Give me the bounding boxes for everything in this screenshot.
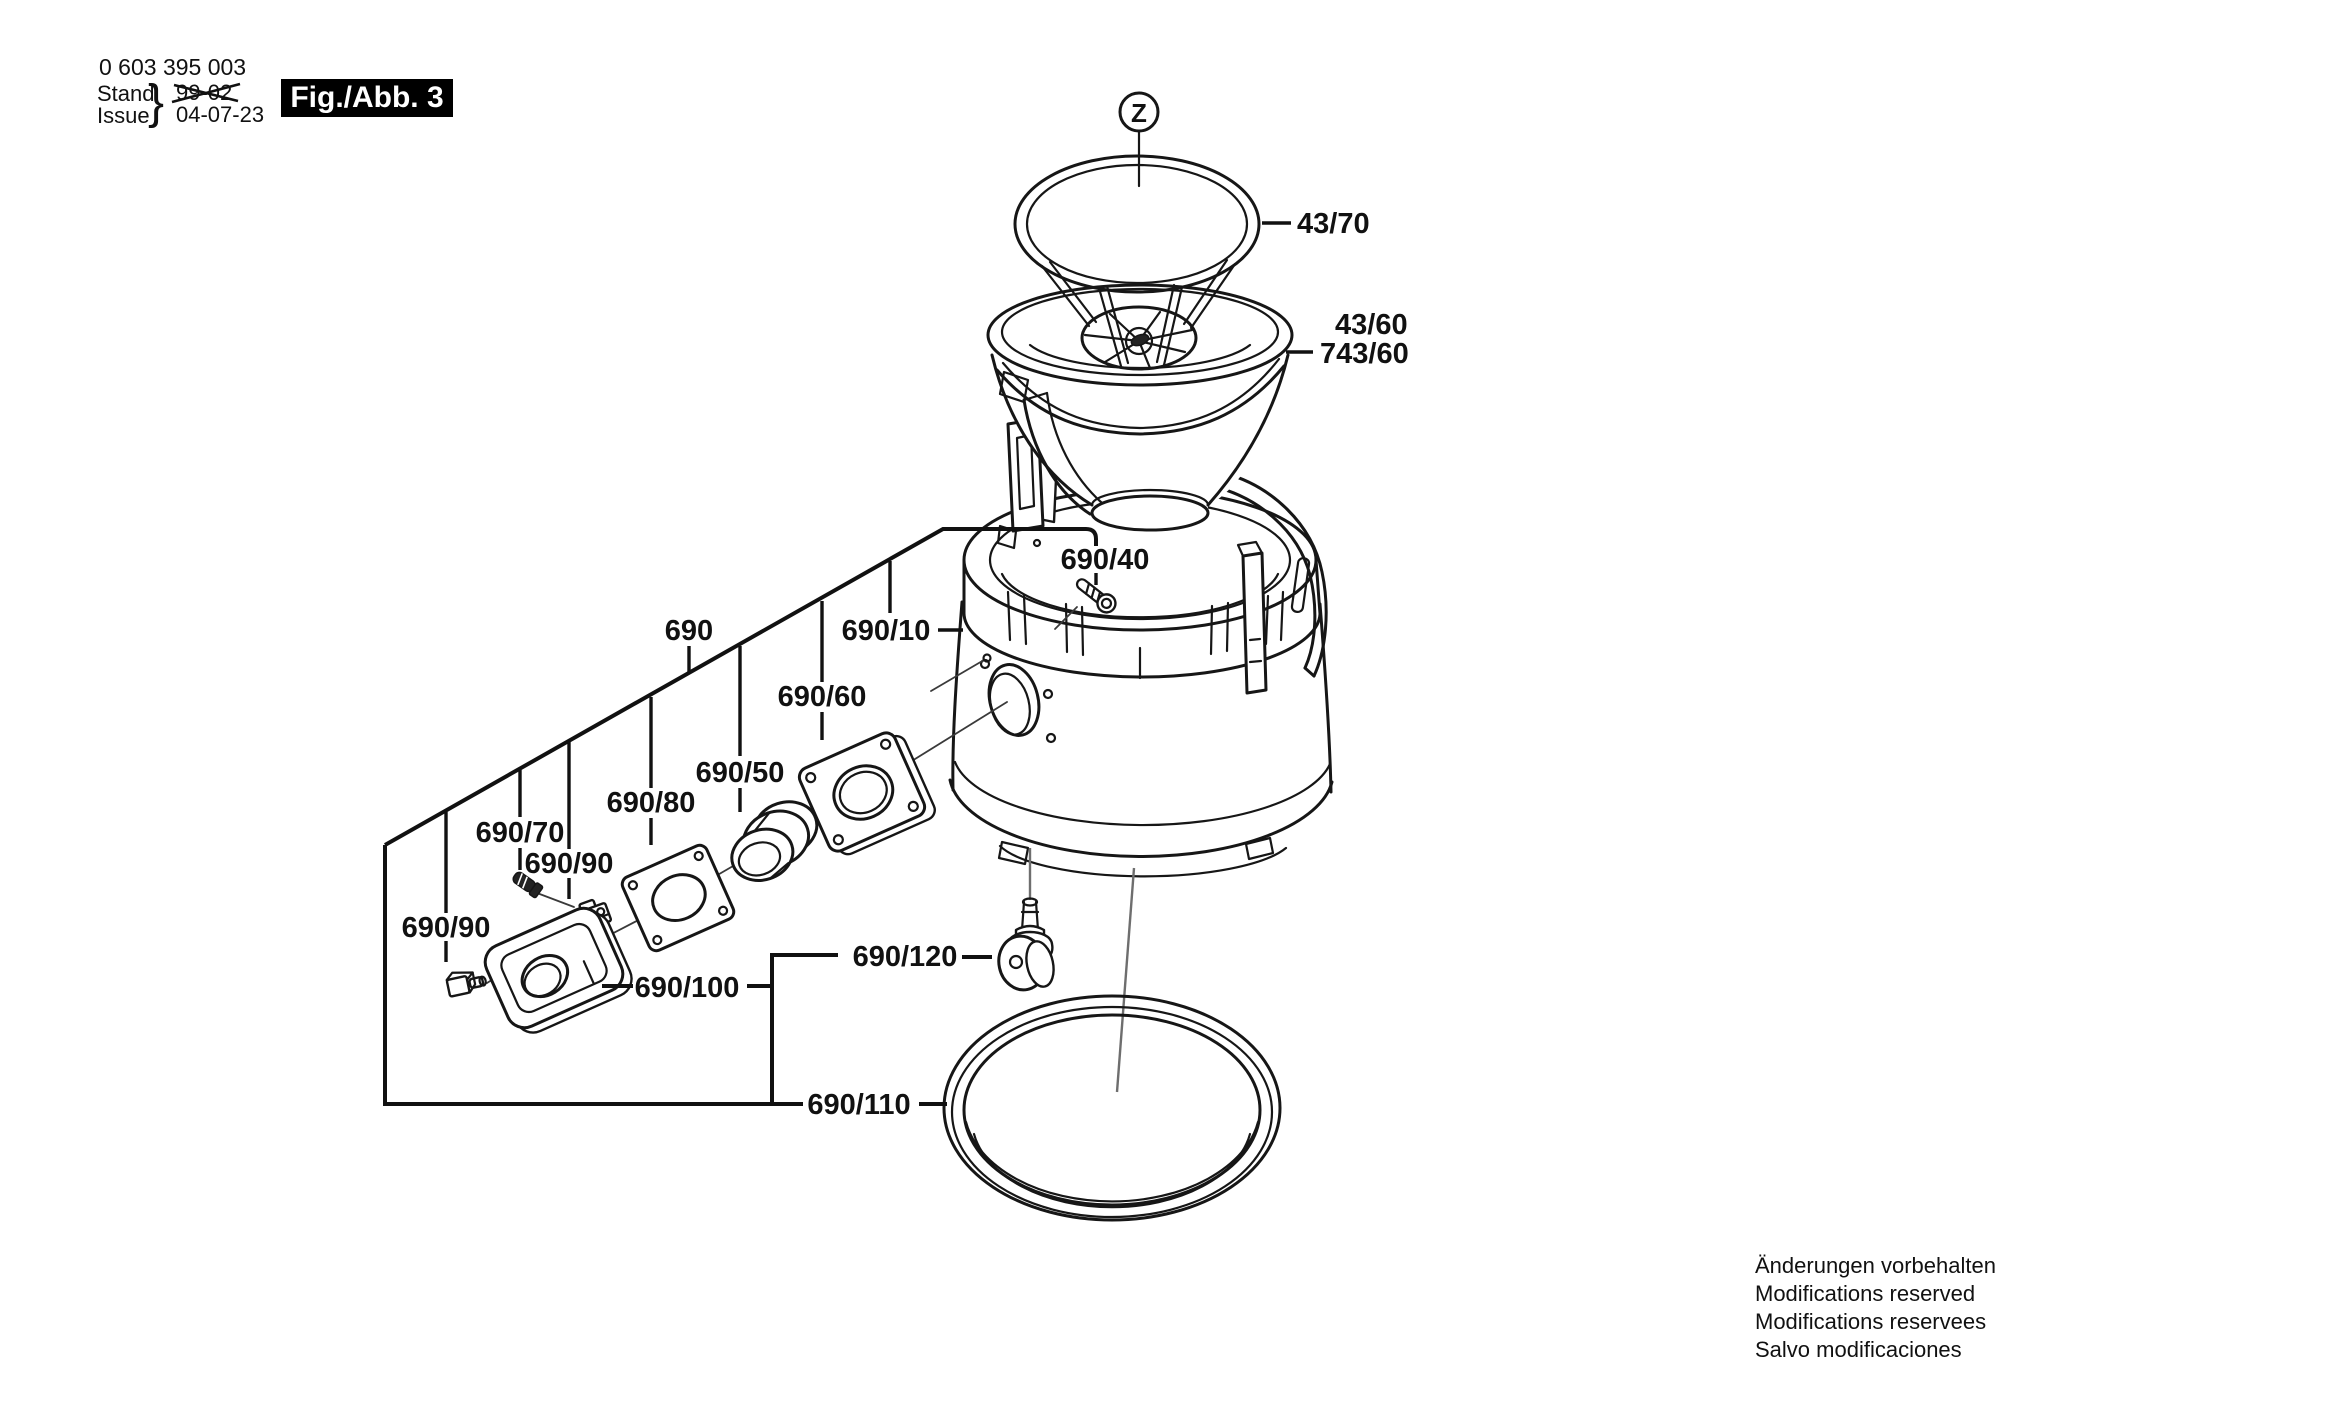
callout-690-90-upper: 690/90 <box>524 848 614 880</box>
stand-value-struck: 99-02 <box>176 80 233 105</box>
callout-690-100: 690/100 <box>634 972 740 1004</box>
caster-wheel <box>994 899 1058 995</box>
outlet-flange <box>796 726 938 860</box>
detail-marker-z <box>1120 93 1158 186</box>
callout-690-50: 690/50 <box>695 757 785 789</box>
port-gasket <box>620 843 737 954</box>
notice-en: Modifications reserved <box>1755 1281 1976 1306</box>
callout-690-120: 690/120 <box>852 941 958 973</box>
part-number: 0 603 395 003 <box>99 54 247 80</box>
issue-value: 04-07-23 <box>176 102 265 127</box>
callout-690-90-lower: 690/90 <box>401 912 491 944</box>
title-block <box>97 54 453 129</box>
notice-de: Änderungen vorbehalten <box>1755 1253 1996 1278</box>
callout-690-10: 690/10 <box>841 615 931 647</box>
figure-label: Fig./Abb. 3 <box>290 81 444 114</box>
detail-marker-letter: Z <box>1131 98 1147 128</box>
modification-notice <box>1755 1253 1996 1362</box>
screw-690-40 <box>1055 574 1119 629</box>
issue-label: Issue <box>97 103 150 128</box>
notice-es: Salvo modificaciones <box>1755 1337 1962 1362</box>
callout-690-80: 690/80 <box>606 787 696 819</box>
stand-issue-brace: } <box>148 76 165 129</box>
base-sealing-ring <box>944 996 1280 1220</box>
callout-690-40: 690/40 <box>1060 544 1150 576</box>
notice-fr: Modifications reservees <box>1755 1309 1987 1334</box>
callout-690-70: 690/70 <box>475 817 565 849</box>
callout-690-60: 690/60 <box>777 681 867 713</box>
cover-plate <box>479 900 637 1041</box>
stand-label: Stand <box>97 81 155 106</box>
callout-690-110: 690/110 <box>807 1089 911 1121</box>
callout-743-60: 743/60 <box>1320 338 1409 370</box>
square-nut-lower <box>445 966 487 996</box>
callout-43-60: 43/60 <box>1335 309 1408 341</box>
callout-43-70: 43/70 <box>1297 208 1370 240</box>
callout-690: 690 <box>664 615 714 647</box>
